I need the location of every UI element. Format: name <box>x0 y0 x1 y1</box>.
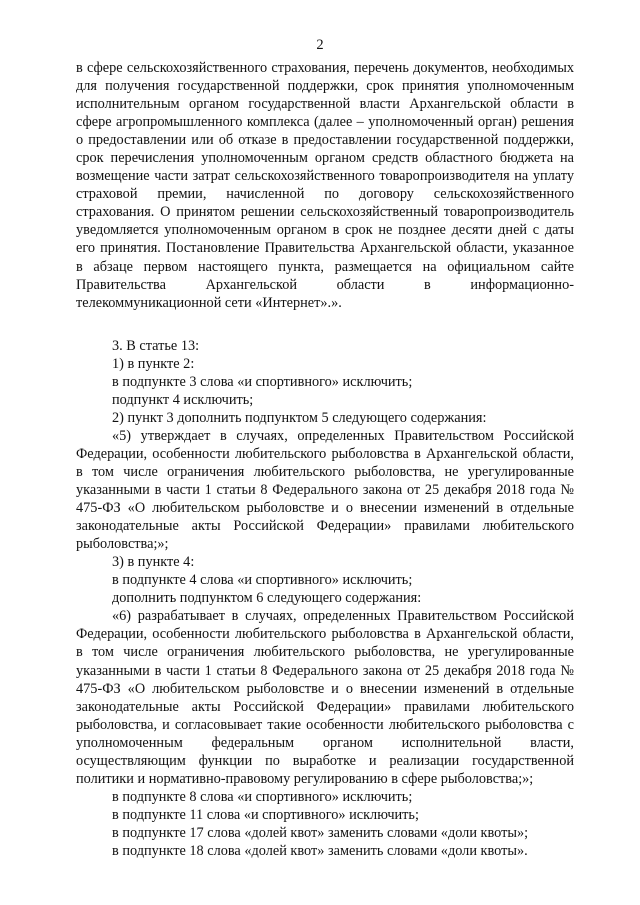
paragraph-item-1: 1) в пункте 2: <box>112 355 195 372</box>
paragraph-item-2: 2) пункт 3 дополнить подпунктом 5 следующего содержания: <box>112 409 487 426</box>
document-body <box>76 59 574 860</box>
paragraph-add-subitem-6: дополнить подпунктом 6 следующего содержания: <box>112 590 422 607</box>
paragraph-subitem-17: в подпункте 17 слова «долей квот» заменить словами «доли квоты»; <box>112 824 529 841</box>
paragraph-item-3: 3) в пункте 4: <box>112 554 195 571</box>
paragraph-continuation: в сфере сельскохозяйственного страхования, перечень документов, необходимых для получения государственной поддержки, срок принятия уполномоченным исполнительным органом государственной власти Архангельской области в сфере агропромышленного комплекса (далее – уполномоченный орган) решения о предоставлении или об отказе в предоставлении государственной поддержки, срок перечисления уполномоченным органом средств областного бюджета на возмещение части затрат сельскохозяйственного товаропроизводителя на уплату страховой премии, начисленной по договору сельскохозяйственного страхования. О принятом решении сельскохозяйственный товаропроизводитель уведомляется уполномоченным органом в срок не позднее десяти дней с даты его принятия. Постановление Правительства Архангельской области, указанное в абзаце первом настоящего пункта, размещается на официальном сайте Правительства Архангельской области в информационно-телекоммуникационной сети «Интернет».». <box>76 60 574 311</box>
paragraph-subitem-11: в подпункте 11 слова «и спортивного» исключить; <box>112 806 419 823</box>
paragraph-subitem-4-sport: в подпункте 4 слова «и спортивного» исключить; <box>112 572 413 589</box>
paragraph-subitem-3: в подпункте 3 слова «и спортивного» исключить; <box>112 373 413 390</box>
paragraph-subitem-4: подпункт 4 исключить; <box>112 391 254 408</box>
paragraph-quote-6: «6) разрабатывает в случаях, определенных Правительством Российской Федерации, особенности любительского рыболовства в Архангельской области, в том числе ограничения любительского рыболовства, не урегулированные указанными в части 1 статьи 8 Федерального закона от 25 декабря 2018 года № 475-ФЗ «О любительском рыболовстве и о внесении изменений в отдельные законодательные акты Российской Федерации» правилами любительского рыболовства, и согласовывает такие особенности любительского рыболовства с уполномоченным федеральным органом исполнительной власти, осуществляющим функции по выработке и реализации государственной политики и нормативно-правовому регулированию в сфере рыболовства;»; <box>76 608 574 787</box>
paragraph-article-13: 3. В статье 13: <box>112 337 200 354</box>
page-number: 2 <box>316 37 324 53</box>
paragraph-quote-5: «5) утверждает в случаях, определенных Правительством Российской Федерации, особенности любительского рыболовства в Архангельской области, в том числе ограничения любительского рыболовства, не урегулированные указанными в части 1 статьи 8 Федерального закона от 25 декабря 2018 года № 475-ФЗ «О любительском рыболовстве и о внесении изменений в отдельные законодательные акты Российской Федерации» правилами любительского рыболовства;»; <box>76 427 574 553</box>
paragraph-subitem-18: в подпункте 18 слова «долей квот» заменить словами «доли квоты». <box>112 842 528 859</box>
paragraph-subitem-8: в подпункте 8 слова «и спортивного» исключить; <box>112 788 413 805</box>
